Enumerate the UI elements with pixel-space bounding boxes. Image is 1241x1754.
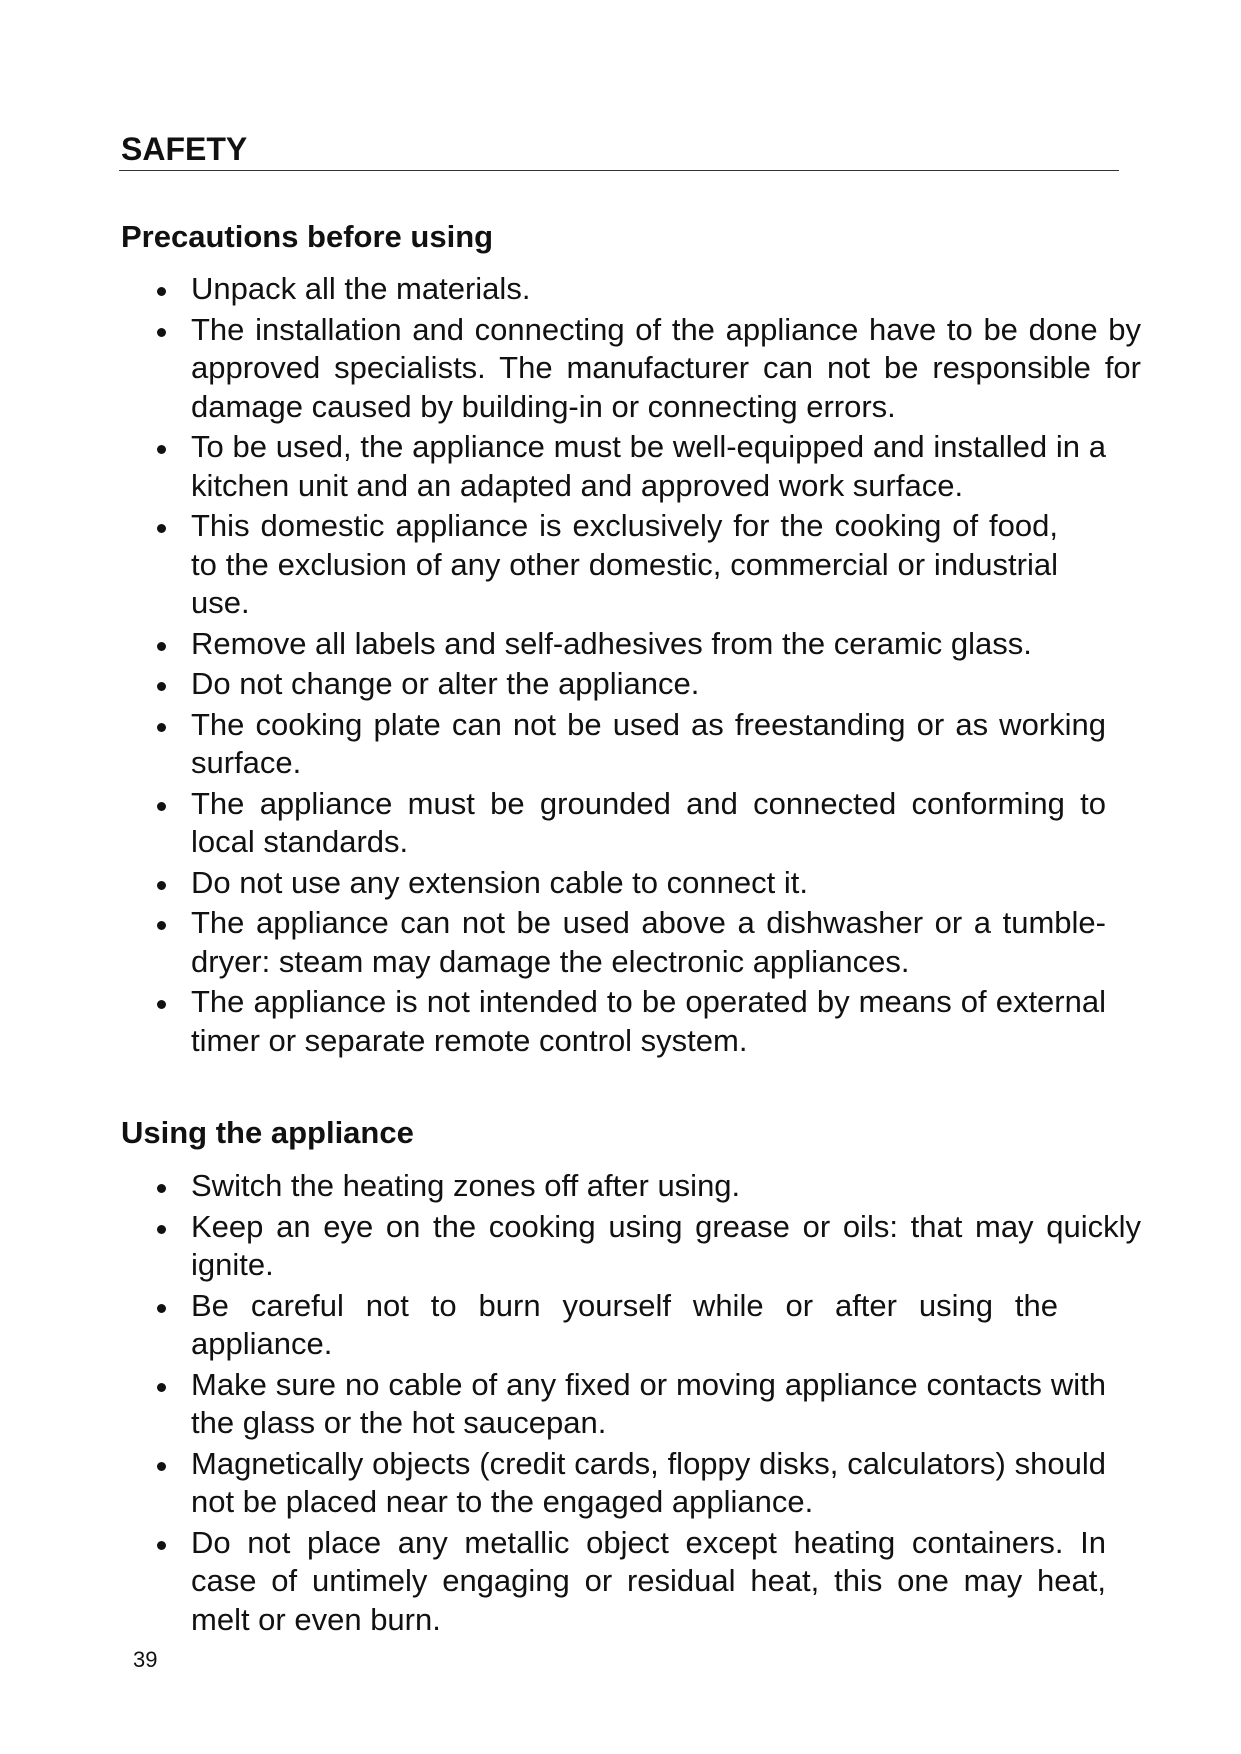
list-item <box>0 1208 1141 1285</box>
list-item-text: The installation and connecting of the appliance have to be done by approved specialists. The manufacturer can not be responsible for damage caused by building-in or connecting errors. <box>191 311 1141 424</box>
list-item-text: Make sure no cable of any fixed or moving appliance contacts with the glass or the hot saucepan. <box>191 1366 1106 1440</box>
bullet-icon <box>157 723 166 732</box>
bullet-icon <box>157 328 166 337</box>
list-item <box>0 1524 1106 1640</box>
bullet-icon <box>157 1383 166 1392</box>
list-item-text: Do not use any extension cable to connect it. <box>191 864 808 900</box>
title-divider <box>119 170 1119 171</box>
page-title: SAFETY <box>121 131 248 167</box>
list-item-text: The cooking plate can not be used as freestanding or as working surface. <box>191 706 1106 780</box>
list-item <box>0 665 1106 704</box>
list-item <box>0 428 1106 505</box>
bullet-icon <box>157 445 166 454</box>
bullet-icon <box>157 1184 166 1193</box>
list-item-text: Be careful not to burn yourself while or after using the appliance. <box>191 1287 1058 1361</box>
bullet-icon <box>157 1462 166 1471</box>
list-item <box>0 625 1106 664</box>
page-number: 39 <box>133 1647 158 1672</box>
list-item-text: Magnetically objects (credit cards, floppy disks, calculators) should not be placed near to the engaged appliance. <box>191 1445 1106 1519</box>
using-list <box>0 1167 1141 1641</box>
list-item-text: Do not place any metallic object except heating containers. In case of untimely engaging or residual heat, this one may heat, melt or even burn. <box>191 1524 1106 1637</box>
section-heading-using: Using the appliance <box>121 1115 414 1150</box>
bullet-icon <box>157 682 166 691</box>
bullet-icon <box>157 881 166 890</box>
list-item <box>0 1366 1106 1443</box>
list-item <box>0 507 1058 623</box>
bullet-icon <box>157 287 166 296</box>
list-item-text: This domestic appliance is exclusively for the cooking of food, to the exclusion of any other domestic, commercial or industrial use. <box>191 508 1058 620</box>
list-item <box>0 270 1058 309</box>
bullet-icon <box>157 1225 166 1234</box>
bullet-icon <box>157 1541 166 1550</box>
list-item-text: The appliance must be grounded and connected conforming to local standards. <box>191 785 1106 859</box>
list-item <box>0 706 1106 783</box>
bullet-icon <box>157 1304 166 1313</box>
list-item <box>0 311 1141 427</box>
list-item <box>0 1167 1141 1206</box>
list-item-text: Switch the heating zones off after using. <box>191 1168 741 1203</box>
list-item <box>0 1445 1106 1522</box>
bullet-icon <box>157 1000 166 1009</box>
bullet-icon <box>157 802 166 811</box>
list-item-text: The appliance can not be used above a dishwasher or a tumble-dryer: steam may damage the electronic appliances. <box>191 905 1106 979</box>
bullet-icon <box>157 921 166 930</box>
list-item-text: Remove all labels and self-adhesives from the ceramic glass. <box>191 625 1032 661</box>
section-heading-precautions: Precautions before using <box>121 219 494 254</box>
list-item <box>0 864 1106 903</box>
list-item-text: Keep an eye on the cooking using grease or oils: that may quickly ignite. <box>191 1208 1141 1282</box>
list-item <box>0 785 1106 862</box>
list-item-text: Unpack all the materials. <box>191 271 531 306</box>
bullet-icon <box>157 524 166 533</box>
list-item-text: The appliance is not intended to be operated by means of external timer or separate remote control system. <box>191 984 1106 1058</box>
list-item <box>0 1287 1058 1364</box>
list-item-text: To be used, the appliance must be well-equipped and installed in a kitchen unit and an adapted and approved work surface. <box>191 429 1106 503</box>
bullet-icon <box>157 642 166 651</box>
list-item-text: Do not change or alter the appliance. <box>191 666 700 701</box>
precautions-list <box>0 270 1141 1062</box>
list-item <box>0 983 1106 1060</box>
list-item <box>0 904 1106 981</box>
